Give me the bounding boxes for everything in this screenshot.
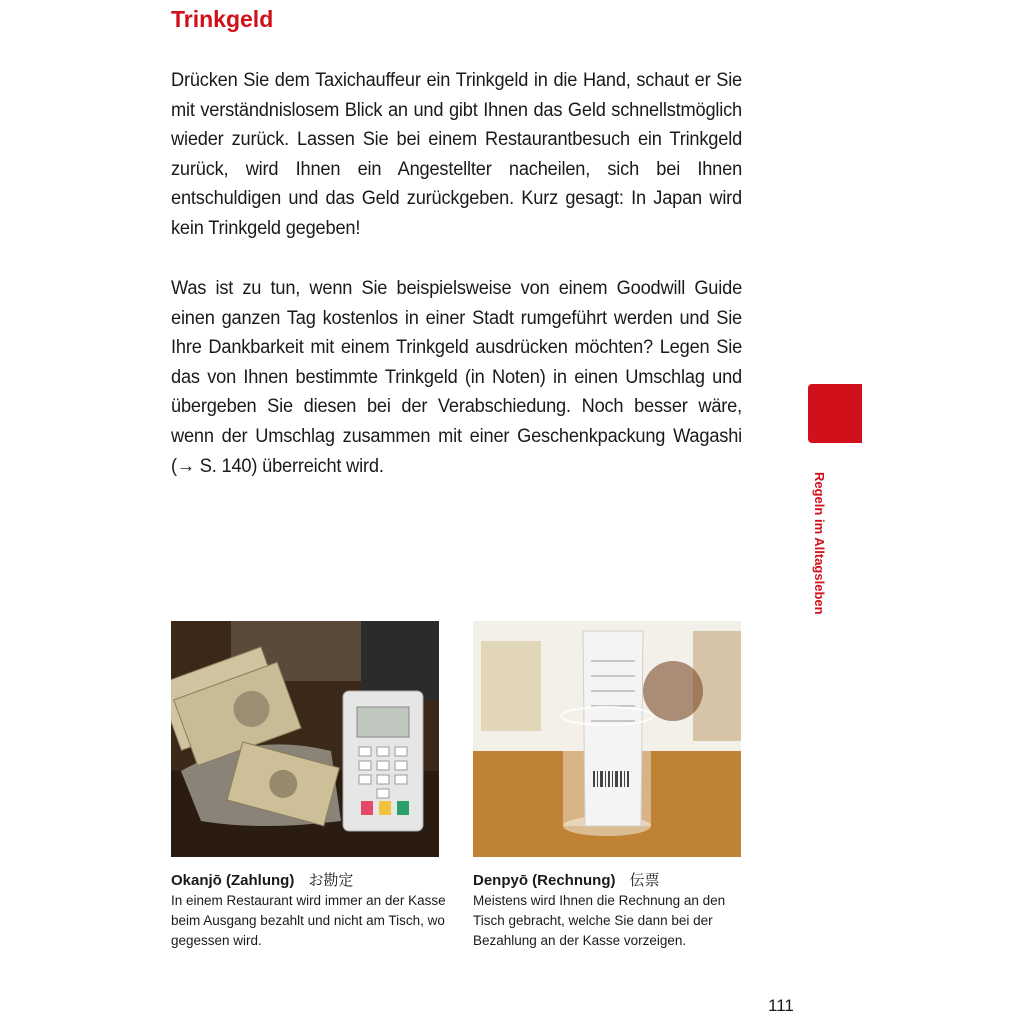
- paragraph-advice: Was ist zu tun, wenn Sie beispielsweise von einem Goodwill Guide einen ganzen Tag kostenlos in einer Stadt rumgeführt werden und Sie Ihre Dankbarkeit mit einem Trinkgeld ausdrücken möchten? Legen Sie das von Ihnen bestimmte Trinkgeld (in Noten) in einen Umschlag und übergeben Sie diesen bei der Verabschiedung. Noch besser wäre, wenn der Umschlag zusammen mit einer Geschenkpackung Wagashi (→ S. 140) überreicht wird.: [171, 277, 743, 477]
- caption-bill: [473, 871, 753, 951]
- chapter-side-label: Regeln im Alltagsleben: [812, 472, 827, 615]
- caption-bill-japanese: 伝票: [629, 872, 660, 889]
- caption-payment-japanese: お勘定: [308, 872, 354, 889]
- caption-payment: [171, 871, 451, 951]
- caption-bill-title: Denpyō (Rechnung): [473, 872, 616, 889]
- caption-payment-title: Okanjō (Zahlung): [171, 872, 295, 889]
- caption-payment-heading: [171, 871, 451, 891]
- caption-bill-heading: [473, 871, 753, 891]
- caption-payment-text: In einem Restaurant wird immer an der Kasse beim Ausgang bezahlt und nicht am Tisch, wo gegessen wird.: [171, 893, 446, 948]
- caption-bill-text: Meistens wird Ihnen die Rechnung an den Tisch gebracht, welche Sie dann bei der Bezahlung an der Kasse vorzeigen.: [473, 893, 726, 948]
- chapter-tab-marker: [808, 384, 862, 443]
- page-number: 111: [768, 996, 794, 1015]
- paragraph-intro: Drücken Sie dem Taxichauffeur ein Trinkgeld in die Hand, schaut er Sie mit verständnislosem Blick an und gibt Ihnen das Geld schnellstmöglich wieder zurück. Lassen Sie bei einem Restaurantbesuch ein Trinkgeld zurück, wird Ihnen ein Angestellter nacheilen, sich bei Ihnen entschuldigen und das Geld zurückgeben. Kurz gesagt: In Japan wird kein Trinkgeld gegeben!: [171, 69, 743, 239]
- photo-bill-holder: [473, 621, 741, 857]
- section-title: Trinkgeld: [171, 6, 274, 32]
- photo-payment-counter: [171, 621, 439, 857]
